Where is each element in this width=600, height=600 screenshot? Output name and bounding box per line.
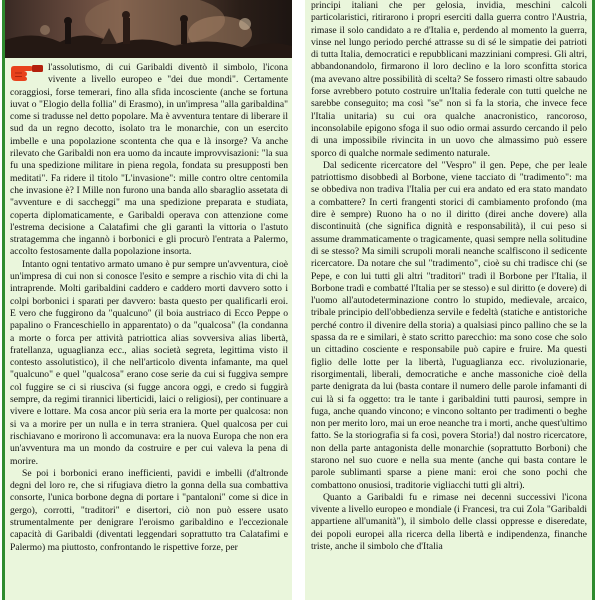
article-paragraph: principi italiani che per gelosia, invidia, meschini calcoli particolaristici, ritirarono i propri eserciti dalla guerra contro l'Austria, rimase il solo candidato a re d'Italia e, perdendo al momento la guerra, vinse nel lungo periodo perché attrasse su di sé le simpatie dei patrioti di tutta Italia, democratici e repubblicani mazziniani compresi. Gli altri, abbandonandolo, firmarono il loro declino e la loro sconfitta storica (ma avevano altre possibilità di scelta? Se fossero rimasti oltre sabaudo forse avrebbero potuto costruire un'Italia federale con tutti quelche ne sarebbe conseguito; ma così "se" non si fa la storia, che invece fece l'Italia unitaria) su cui ora qualche anacronistico, rancoroso, inconsolabile epigono sfoga il suo odio ormai assurdo cercando il pelo di una impossibile rivincita in un uovo che almassimo può essere sporco di qualche normale sedimento naturale. [311, 0, 587, 159]
article-paragraph: Dal sedicente ricercatore del "Vespro" il gen. Pepe, che per leale patriottismo disobbedì al Borbone, viene tacciato di "tradimento": ma se obbediva non tradiva l'Italia per cui era andato ed era stato mandato a combattere? In certi frangenti storici di cambiamento profondo (ma dire è sempre) Ruono ha o no il diritto (direi anche dovere) alla discontinuità (che significa dignità e responsabilità), il cui peso si assume drammaticamente o tragicamente, quasi sempre nella solitudine di se stesso? Ma simili scrupoli morali neanche scalfiscono il sedicente ricercatore. Da notare che sul "tradimento", cioè su chi tradisce chi (se Pepe, e con lui tutti gli altri "traditori" tradì il Borbone per l'Italia, il Borbone tradì e combatté l'Italia per se stesso) e sul diritto (e dovere) di l'uomo all'autodeterminazione contro lo stupido, medievale, arcaico, tribale principio dell'obbedienza servile e fedeltà (statiche e antistoriche perché contro il divenire della storia) a qualsiasi pinco pallino che se la spassa da re e similari, è stato scritto parecchio: ma sono cose che solo un cittadino cosciente e responsabile può capire e fruire. Ma questi figlio delle lotte per la libertà, l'uguaglianza ecc. rivoluzionarie, risorgimentali, liberali, democratiche e anche massoniche cioè della parte denigrata da lui (basta contare il numero delle parole infamanti di cui là si fa oggetto: tra le tante i garibaldini tutti paurosi, sempre in fuga, anche quando vincono; e vincono soltanto per tradimenti o beghe non per merito loro, mai un eroe neanche tra i morti, anche quest'ultimo fatto. Se la storiografia si fa così, povera Storia!) dal nostro ricercatore, non della parte antagonista delle monarchie (soprattutto Borboni) che starono nel suo cuore e nella sua mente (anche qui basta contare le parole sublimanti sparse a piene mani: eroi che sono pochi che combattono onusiosi, traditorie vigliacchi tutti gli altri). [311, 159, 587, 491]
left-column [2, 0, 292, 600]
article-paragraph: Intanto ogni tentativo armato umano è pur sempre un'avventura, cioè un'impresa di cui non si conosce l'esito e sempre a rischio vita di chi la intraprende. Molti garibaldini caddero e caddero morti davvero sotto i colpi borbonici i sparati per davvero: basta questo per qualificarli eroi. E vero che fuggirono da "qualcuno" (il boia austriaco di Ecco Peppe o papalino o Franceschiello in apparentato) o da "qualcosa" (la condanna a morte o forca per attività patriottica alias sovversiva alias libertà, fratellanza, uguaglianza ecc., alias società segreta, legittima visto il contesto assolutistico), il che nell'articolo diventa infamante, ma quel "qualcuno" e quel "qualcosa" erano cose serie da cui si fuggiva sempre col fuggire se ci si riusciva (si fugge ancora oggi, e credo si fuggirà sempre, da regimi tirannici liberticidi, laici o religiosi), per continuare a vivere e lottare. Ma cosa ancor più seria era la morte per qualcosa: non si va a morire per un nulla e in terra straniera. Quel qualcosa per cui rischiavano e morirono lì accomunava: era la nuova Europa che non era un'avventura ma un mondo da costruire e per cui valeva la pena di morire. [10, 258, 288, 467]
left-article-text [10, 62, 288, 554]
right-column [305, 0, 595, 600]
right-article-text [311, 0, 587, 553]
article-paragraph: Quanto a Garibaldi fu e rimase nei decenni successivi l'icona vivente a livello europeo e mondiale (i Francesi, tra cui Zola "Garibaldi appartiene all'umanità"), il simbolo delle classi oppresse e diseredate, dei popoli europei alla ricerca della libertà e indipendenza, finanche triste, anche il simbolo che d'Italia [311, 491, 587, 553]
pointing-hand-icon [10, 63, 44, 83]
article-paragraph: Se poi i borbonici erano inefficienti, pavidi e imbelli (d'altronde degni del loro re, che si rifugiava dietro la gonna della sua combattiva consorte, l'unica borbone degna di portare i "pantaloni" come si dice in gergo), corrotti, "traditori" e disertori, ciò non può essere usato strumentalmente per denigrare l'eroismo garibaldino e l'eccezionale capacità di Garibaldi (diventati leggendari soprattutto tra Calatafimi e Palermo) ma piuttosto, confrontando le rispettive forze, per [10, 467, 288, 553]
article-paragraph [10, 62, 288, 259]
battle-painting-photo [5, 0, 292, 58]
paragraph-text: l'assolutismo, di cui Garibaldi diventò il simbolo, l'icona vivente a livello europeo e "dei due mondi". Certamente coraggiosi, forse temerari, fino alla sfida incosciente (anche se fortuna iuvat o "Elogio della follia" di Erasmo), in un'impresa "alla garibaldina" come si tradusse nel detto popolare. Ma è avventura tentare di liberare il sud da un regno decotto, isolato tra le monarchie, con un esercito imbelle e una popolazione scontenta che qua e là insorge? Va anche rilevato che Garibaldi non era uomo da incaute improvvisazioni: "la sua fu una spedizione militare in piena regola, fondata su presupposti ben meditati". Fa ridere il titolo "L'invasione": mille contro oltre centomila che invasione è? I Mille non furono una banda allo sbaraglio assetata di "avventure e di saccheggi" ma una spedizione preparata e studiata, coperta diplomaticamente, e Garibaldi operava con attenzione come l'estrema decisione a Calatafimi che gli garantì la vittoria o l'astuto stratagemma che ingannò i borbonici e gli procurò l'entrata a Palermo, accolto festosamente dalla popolazione insorta. [10, 62, 288, 258]
battle-painting-icon [5, 0, 292, 58]
